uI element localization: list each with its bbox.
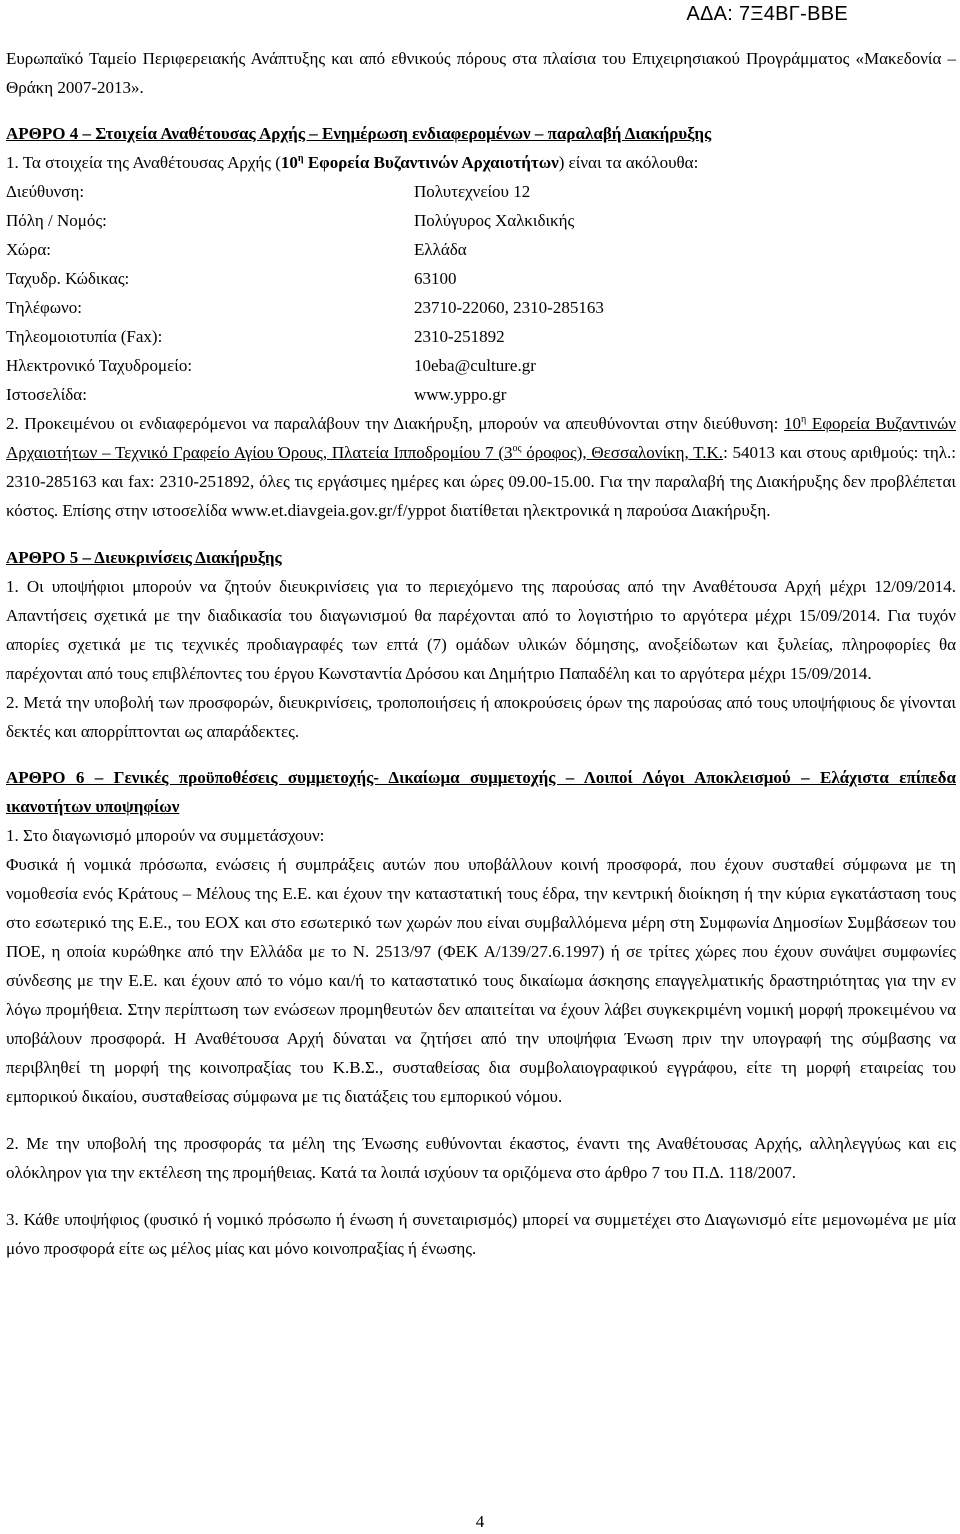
info-value: 10eba@culture.gr (414, 356, 536, 375)
spacer (6, 1187, 956, 1205)
info-label: Ηλεκτρονικό Ταχυδρομείο: (6, 356, 193, 375)
spacer (6, 1111, 956, 1129)
info-label: Τηλέφωνο: (6, 298, 82, 317)
info-row-phone (6, 293, 956, 322)
document-page (6, 44, 956, 1263)
info-value: www.yppo.gr (414, 385, 507, 404)
info-label: Τηλεομοιοτυπία (Fax): (6, 327, 163, 346)
spacer (6, 746, 956, 763)
article6-paragraph1: Φυσικά ή νομικά πρόσωπα, ενώσεις ή συμπράξεις αυτών που υποβάλλουν κοινή προσφορά, που έχουν συσταθεί σύμφωνα με τη νομοθεσία ενός Κράτους – Μέλους της Ε.Ε. και έχουν την καταστατική τους έδρα, την κεντρική διοίκηση ή την κύρια εγκατάσταση τους στο εσωτερικό της Ε.Ε., του ΕΟΧ και στο εσωτερικό των χωρών που είναι συμβαλλόμενα μέρη στη Συμφωνία Δημοσίων Συμβάσεων του ΠΟΕ, η οποία κυρώθηκε από την Ελλάδα με το Ν. 2513/97 (ΦΕΚ Α/139/27.6.1997) ή σε τρίτες χώρες που έχουν συνάψει συμφωνίες σύνδεσης με την Ε.Ε. και έχουν από το νόμο και/ή το καταστατικό τους δικαίωμα άσκησης επαγγελματικής δραστηριότητας για την εν λόγω προμήθεια. Στην περίπτωση των ενώσεων προμηθευτών δεν απαιτείται να έχουν λάβει συγκεκριμένη νομική μορφή προκειμένου να υποβάλουν προσφορά. Η Αναθέτουσα Αρχή δύναται να ζητήσει από την υποψήφια Ένωση πριν την υπογραφή της σύμβασης να περιβληθεί τη μορφή της κοινοπραξίας του Κ.Β.Σ., συσταθείσας δια συμβολαιογραφικού εγγράφου, είτε τη μορφή εταιρείας του εμπορικού δικαίου, συσταθείσας σύμφωνα με τις διατάξεις του εμπορικού νόμου. (6, 855, 956, 1106)
article5-paragraph2: 2. Μετά την υποβολή των προσφορών, διευκρινίσεις, τροποποιήσεις ή αποκρούσεις όρων της παρούσας από τους υποψήφιους δε γίνονται δεκτές και απορρίπτονται ως απαράδεκτες. (6, 693, 956, 741)
info-label: Ιστοσελίδα: (6, 385, 87, 404)
info-value: 23710-22060, 2310-285163 (414, 298, 604, 317)
article5-paragraph1: 1. Οι υποψήφιοι μπορούν να ζητούν διευκρινίσεις για το περιεχόμενο της παρούσας από την Αναθέτουσα Αρχή μέχρι 12/09/2014. Απαντήσεις σχετικά με την διαδικασία του διαγωνισμού θα παρέχονται από το λογιστήριο το αργότερα μέχρι 15/09/2014. Για τυχόν απορίες σχετικά με τις τεχνικές προδιαγραφές των επτά (7) ομάδων υλικών δόμησης, ανοξείδωτων και ξυλείας, πληροφορίες θα παρέχονται από τους επιβλέποντες του έργου Κωνσταντία Δρόσου και Δημήτριο Παπαδέλη και το αργότερα μέχρι 15/09/2014. (6, 577, 956, 683)
intro-paragraph: Ευρωπαϊκό Ταμείο Περιφερειακής Ανάπτυξης και από εθνικούς πόρους στα πλαίσια του Επιχειρησιακού Προγράμματος «Μακεδονία – Θράκη 2007-2013». (6, 49, 956, 97)
info-label: Πόλη / Νομός: (6, 211, 107, 230)
info-row-address (6, 177, 956, 206)
ada-code: ΑΔΑ: 7Ξ4ΒΓ-ΒΒΕ (686, 3, 848, 25)
article4-paragraph2: 2. Προκειμένου οι ενδιαφερόμενοι να παραλάβουν την Διακήρυξη, μπορούν να απευθύνονται στην διεύθυνση: $10^\eta$ Εφορεία Βυζαντινών Αρχαιοτήτων – Τεχνικό Γραφείο Αγίου Όρους, Πλατεία Ιπποδρομίου 7 ($3^{o\varsigma}$ όροφος), Θεσσαλονίκη, Τ.Κ.: 54013 και στους αριθμούς: τηλ.: 2310-285163 και fax: 2310-251892, όλες τις εργάσιμες ημέρες και ώρες 09.00-15.00. Για την παραλαβή της Διακήρυξης δεν προβλέπεται κόστος. Επίσης στην ιστοσελίδα www.et.diavgeia.gov.gr/f/yppot διατίθεται ηλεκτρονικά η παρούσα Διακήρυξη. (6, 414, 957, 520)
info-row-fax (6, 322, 956, 351)
info-row-country (6, 235, 956, 264)
article4-title: ΑΡΘΡΟ 4 – Στοιχεία Αναθέτουσας Αρχής – Ενημέρωση ενδιαφερομένων – παραλαβή Διακήρυξης (6, 124, 712, 143)
article5-title: ΑΡΘΡΟ 5 – Διευκρινίσεις Διακήρυξης (6, 548, 282, 567)
info-value: 63100 (414, 269, 457, 288)
spacer (6, 102, 956, 119)
article6-title: ΑΡΘΡΟ 6 – Γενικές προϋποθέσεις συμμετοχής- Δικαίωμα συμμετοχής – Λοιποί Λόγοι Αποκλεισμού – Ελάχιστα επίπεδα ικανοτήτων υποψηφίων (6, 768, 956, 816)
info-value: Ελλάδα (414, 240, 467, 259)
spacer (6, 525, 956, 543)
info-value: Πολύγυρος Χαλκιδικής (414, 211, 575, 230)
article6-paragraph3: 3. Κάθε υποψήφιος (φυσικό ή νομικό πρόσωπο ή ένωση ή συνεταιρισμός) μπορεί να συμμετέχει στο Διαγωνισμό είτε μεμονωμένα με μία μόνο προσφορά είτε ως μέλος μίας και μόνο κοινοπραξίας ή ένωσης. (6, 1210, 956, 1258)
page-number: 4 (475, 1512, 485, 1531)
article6-paragraph2: 2. Με την υποβολή της προσφοράς τα μέλη της Ένωσης ευθύνονται έκαστος, έναντι της Αναθέτουσας Αρχής, αλληλεγγύως και εις ολόκληρον για την εκτέλεση της προμήθειας. Κατά τα λοιπά ισχύουν τα οριζόμενα στο άρθρο 7 του Π.Δ. 118/2007. (6, 1134, 956, 1182)
info-value: 2310-251892 (414, 327, 505, 346)
info-row-city (6, 206, 956, 235)
info-label: Διεύθυνση: (6, 182, 85, 201)
info-row-email (6, 351, 956, 380)
article4-paragraph1: 1. Τα στοιχεία της Αναθέτουσας Αρχής ($10^\eta$ Εφορεία Βυζαντινών Αρχαιοτήτων) είναι τα ακόλουθα: (6, 153, 699, 172)
info-label: Ταχυδρ. Κώδικας: (6, 269, 130, 288)
info-label: Χώρα: (6, 240, 52, 259)
article6-paragraph1-heading: 1. Στο διαγωνισμό μπορούν να συμμετάσχουν: (6, 826, 325, 845)
info-value: Πολυτεχνείου 12 (414, 182, 531, 201)
contact-info (6, 177, 956, 409)
info-row-postcode (6, 264, 956, 293)
info-row-website (6, 380, 956, 409)
